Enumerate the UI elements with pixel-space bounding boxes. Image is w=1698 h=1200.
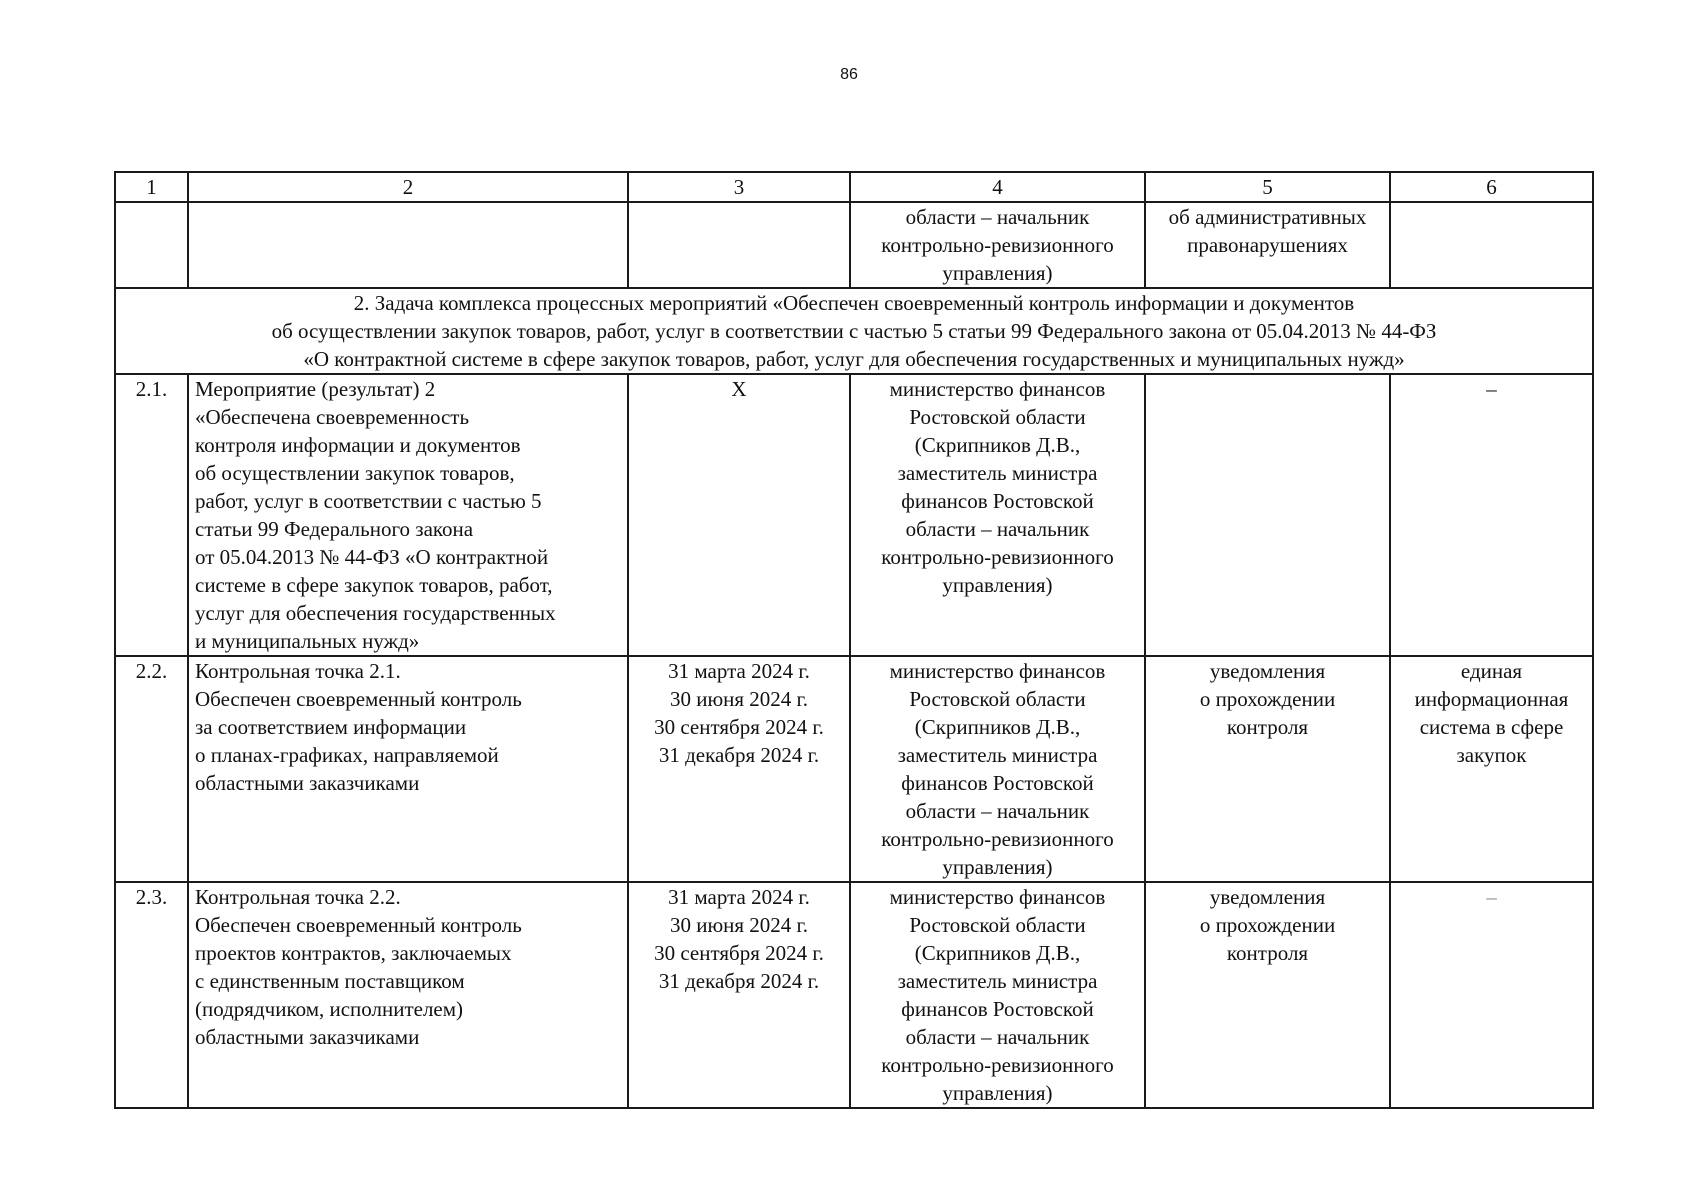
description-line: и муниципальных нужд» — [195, 629, 420, 653]
description-line: Обеспечен своевременный контроль — [195, 913, 522, 937]
cont-document-line: об административных — [1168, 205, 1367, 229]
row-dates — [628, 374, 850, 656]
responsible-line: министерство финансов — [889, 377, 1106, 401]
table-row-2-2 — [115, 656, 1593, 882]
system-line: система в сфере — [1419, 715, 1564, 739]
document-line: контроля — [1226, 715, 1309, 739]
responsible-line: финансов Ростовской — [901, 489, 1094, 513]
responsible-line: области – начальник — [905, 517, 1090, 541]
table-header-row — [115, 172, 1593, 202]
responsible-line: области – начальник — [905, 1025, 1090, 1049]
description-line: Мероприятие (результат) 2 — [195, 377, 436, 401]
description-line: от 05.04.2013 № 44-ФЗ «О контрактной — [195, 545, 549, 569]
task-heading-line: об осуществлении закупок товаров, работ, услуг в соответствии с частью 5 статьи 99 Федерального закона от 05.04.2013 № 44-ФЗ — [271, 319, 1437, 343]
date-line: 30 июня 2024 г. — [669, 913, 809, 937]
row-system — [1390, 374, 1593, 656]
cont-description-cell — [188, 202, 628, 288]
task-row — [115, 288, 1593, 374]
date-line: 31 декабря 2024 г. — [658, 969, 820, 993]
responsible-line: управления) — [942, 573, 1053, 597]
document-line: контроля — [1226, 941, 1309, 965]
system-line: информационная — [1414, 687, 1569, 711]
row-description — [188, 656, 628, 882]
row-dates — [628, 882, 850, 1108]
responsible-line: области – начальник — [905, 799, 1090, 823]
description-line: контроля информации и документов — [195, 433, 521, 457]
row-system — [1390, 882, 1593, 1108]
row-document — [1145, 374, 1390, 656]
description-line: о планах-графиках, направляемой — [195, 743, 499, 767]
column-header-4: 4 — [850, 172, 1145, 202]
responsible-line: Ростовской области — [909, 913, 1086, 937]
task-heading-line: «О контрактной системе в сфере закупок товаров, работ, услуг для обеспечения государственных и муниципальных нужд» — [303, 347, 1405, 371]
document-line: уведомления — [1209, 885, 1326, 909]
responsible-line: (Скрипников Д.В., — [914, 941, 1081, 965]
cont-dates-cell — [628, 202, 850, 288]
date-line: 30 сентября 2024 г. — [654, 715, 824, 739]
responsible-line: министерство финансов — [889, 659, 1106, 683]
column-header-1: 1 — [115, 172, 188, 202]
column-header-6: 6 — [1390, 172, 1593, 202]
column-header-2: 2 — [188, 172, 628, 202]
responsible-line: контрольно-ревизионного — [881, 827, 1114, 851]
measures-table — [114, 171, 1594, 1109]
system-line: – — [1486, 885, 1497, 909]
cont-responsible-line: управления) — [942, 261, 1053, 285]
responsible-line: заместитель министра — [897, 461, 1098, 485]
table-row-2-1 — [115, 374, 1593, 656]
description-line: Обеспечен своевременный контроль — [195, 687, 522, 711]
description-line: об осуществлении закупок товаров, — [195, 461, 515, 485]
cont-responsible-cell — [850, 202, 1145, 288]
cont-system-cell — [1390, 202, 1593, 288]
page-number: 86 — [840, 66, 858, 83]
row-responsible — [850, 882, 1145, 1108]
description-line: Контрольная точка 2.1. — [195, 659, 401, 683]
description-line: системе в сфере закупок товаров, работ, — [195, 573, 553, 597]
description-line: за соответствием информации — [195, 715, 467, 739]
description-line: статьи 99 Федерального закона — [195, 517, 474, 541]
row-responsible — [850, 656, 1145, 882]
row-responsible — [850, 374, 1145, 656]
date-line: 31 марта 2024 г. — [668, 885, 810, 909]
description-line: «Обеспечена своевременность — [195, 405, 470, 429]
responsible-line: (Скрипников Д.В., — [914, 433, 1081, 457]
cont-responsible-line: области – начальник — [905, 205, 1090, 229]
responsible-line: контрольно-ревизионного — [881, 1053, 1114, 1077]
row-number: 2.1. — [115, 374, 188, 656]
responsible-line: заместитель министра — [897, 743, 1098, 767]
row-number: 2.2. — [115, 656, 188, 882]
row-description — [188, 882, 628, 1108]
row-system — [1390, 656, 1593, 882]
system-line: – — [1486, 377, 1497, 401]
table-row-2-3 — [115, 882, 1593, 1108]
row-description — [188, 374, 628, 656]
responsible-line: Ростовской области — [909, 405, 1086, 429]
responsible-line: министерство финансов — [889, 885, 1106, 909]
description-line: (подрядчиком, исполнителем) — [195, 997, 464, 1021]
responsible-line: управления) — [942, 855, 1053, 879]
task-heading-cell — [115, 288, 1593, 374]
column-header-5: 5 — [1145, 172, 1390, 202]
document-line: о прохождении — [1199, 913, 1336, 937]
row-number: 2.3. — [115, 882, 188, 1108]
cont-responsible-line: контрольно-ревизионного — [881, 233, 1114, 257]
date-line: X — [731, 377, 747, 401]
date-line: 30 сентября 2024 г. — [654, 941, 824, 965]
system-line: закупок — [1456, 743, 1527, 767]
row-document — [1145, 656, 1390, 882]
description-line: услуг для обеспечения государственных — [195, 601, 556, 625]
description-line: областными заказчиками — [195, 771, 420, 795]
continuation-row — [115, 202, 1593, 288]
description-line: с единственным поставщиком — [195, 969, 465, 993]
row-document — [1145, 882, 1390, 1108]
system-line: единая — [1460, 659, 1523, 683]
cont-document-line: правонарушениях — [1187, 233, 1348, 257]
responsible-line: Ростовской области — [909, 687, 1086, 711]
task-heading-line: 2. Задача комплекса процессных мероприятий «Обеспечен своевременный контроль информации и документов — [353, 291, 1355, 315]
responsible-line: финансов Ростовской — [901, 771, 1094, 795]
description-line: проектов контрактов, заключаемых — [195, 941, 512, 965]
responsible-line: финансов Ростовской — [901, 997, 1094, 1021]
cont-document-cell — [1145, 202, 1390, 288]
cont-num-cell — [115, 202, 188, 288]
description-line: Контрольная точка 2.2. — [195, 885, 401, 909]
column-header-3: 3 — [628, 172, 850, 202]
responsible-line: контрольно-ревизионного — [881, 545, 1114, 569]
description-line: областными заказчиками — [195, 1025, 420, 1049]
document-line: уведомления — [1209, 659, 1326, 683]
row-dates — [628, 656, 850, 882]
date-line: 31 декабря 2024 г. — [658, 743, 820, 767]
responsible-line: управления) — [942, 1081, 1053, 1105]
responsible-line: (Скрипников Д.В., — [914, 715, 1081, 739]
document-line: о прохождении — [1199, 687, 1336, 711]
responsible-line: заместитель министра — [897, 969, 1098, 993]
description-line: работ, услуг в соответствии с частью 5 — [195, 489, 542, 513]
date-line: 31 марта 2024 г. — [668, 659, 810, 683]
date-line: 30 июня 2024 г. — [669, 687, 809, 711]
